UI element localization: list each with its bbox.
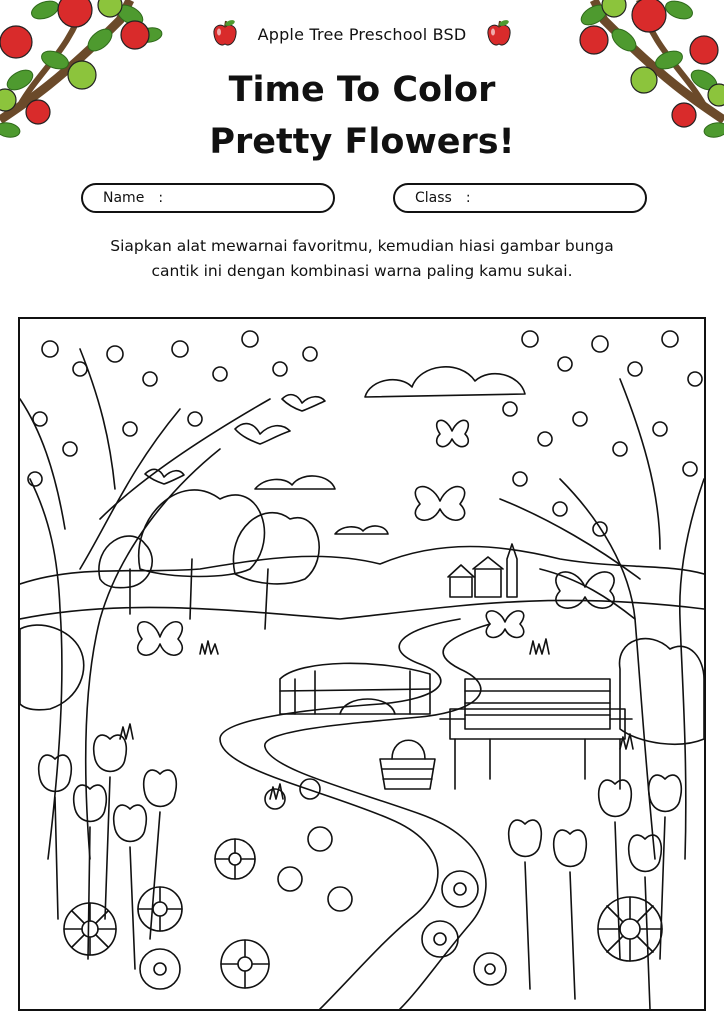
bench <box>440 679 632 789</box>
class-separator: : <box>465 190 471 206</box>
path <box>220 619 460 1009</box>
instructions-line-1: Siapkan alat mewarnai favoritmu, kemudian hiasi gambar bunga <box>110 237 614 255</box>
instructions-line-2: cantik ini dengan kombinasi warna paling kamu sukai. <box>151 262 573 280</box>
name-label: Name <box>103 190 145 206</box>
cloud <box>255 476 335 489</box>
shrub <box>20 625 84 710</box>
bird <box>235 424 290 444</box>
coloring-picture <box>18 317 706 1011</box>
path <box>265 624 490 1009</box>
shrub <box>620 639 704 745</box>
title-line-1: Time To Color <box>228 70 496 110</box>
grass <box>120 639 633 799</box>
page-title <box>0 64 724 168</box>
school-header <box>0 20 724 48</box>
right-tree <box>500 379 704 859</box>
tulip <box>39 735 177 969</box>
butterfly <box>138 420 614 655</box>
title-line-2: Pretty Flowers! <box>209 122 515 162</box>
village <box>448 544 517 597</box>
class-field[interactable] <box>393 183 647 213</box>
bird <box>282 395 325 411</box>
tulip <box>509 775 682 1009</box>
name-field[interactable] <box>81 183 335 213</box>
name-separator: : <box>158 190 164 206</box>
apple-icon <box>484 19 514 49</box>
left-tree <box>20 349 270 859</box>
tree-blossoms <box>28 331 702 536</box>
instructions <box>40 234 684 284</box>
class-label: Class <box>415 190 452 206</box>
cloud <box>365 367 525 397</box>
school-name: Apple Tree Preschool BSD <box>257 24 467 44</box>
apple-icon <box>210 19 240 49</box>
hills <box>20 600 704 619</box>
picnic-basket <box>380 740 435 789</box>
cloud <box>335 526 388 534</box>
